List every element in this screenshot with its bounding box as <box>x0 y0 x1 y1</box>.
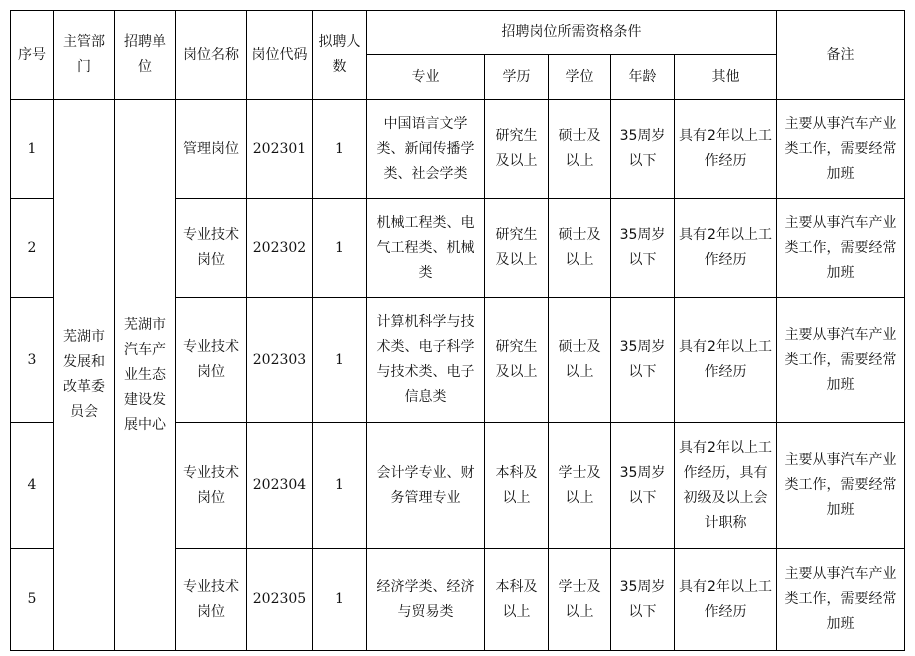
header-index: 序号 <box>11 11 54 100</box>
row-index: 2 <box>11 199 54 298</box>
post-name-cell: 管理岗位 <box>176 100 247 199</box>
remark-cell: 主要从事汽车产业类工作，需要经常加班 <box>777 549 905 651</box>
department-cell: 芜湖市发展和改革委员会 <box>54 100 115 651</box>
major-cell: 会计学专业、财务管理专业 <box>367 423 485 549</box>
other-cell: 具有2年以上工作经历 <box>675 298 777 423</box>
education-cell: 研究生及以上 <box>485 100 549 199</box>
other-cell: 具有2年以上工作经历 <box>675 549 777 651</box>
unit-cell: 芜湖市汽车产业生态建设发展中心 <box>115 100 176 651</box>
post-code-cell: 202303 <box>247 298 313 423</box>
header-major: 专业 <box>367 55 485 100</box>
row-index: 3 <box>11 298 54 423</box>
header-remark: 备注 <box>777 11 905 100</box>
remark-cell: 主要从事汽车产业类工作，需要经常加班 <box>777 100 905 199</box>
post-name-cell: 专业技术岗位 <box>176 423 247 549</box>
post-name-cell: 专业技术岗位 <box>176 549 247 651</box>
row-index: 4 <box>11 423 54 549</box>
degree-cell: 硕士及以上 <box>549 199 611 298</box>
major-cell: 中国语言文学类、新闻传播学类、社会学类 <box>367 100 485 199</box>
header-degree: 学位 <box>549 55 611 100</box>
recruitment-table <box>10 10 905 651</box>
header-department: 主管部门 <box>54 11 115 100</box>
count-cell: 1 <box>313 199 367 298</box>
post-name-cell: 专业技术岗位 <box>176 298 247 423</box>
header-post-code: 岗位代码 <box>247 11 313 100</box>
post-code-cell: 202305 <box>247 549 313 651</box>
header-unit: 招聘单位 <box>115 11 176 100</box>
education-cell: 本科及以上 <box>485 423 549 549</box>
header-age: 年龄 <box>611 55 675 100</box>
header-post-name: 岗位名称 <box>176 11 247 100</box>
degree-cell: 硕士及以上 <box>549 100 611 199</box>
other-cell: 具有2年以上工作经历 <box>675 199 777 298</box>
count-cell: 1 <box>313 549 367 651</box>
other-cell: 具有2年以上工作经历，具有初级及以上会计职称 <box>675 423 777 549</box>
major-cell: 计算机科学与技术类、电子科学与技术类、电子信息类 <box>367 298 485 423</box>
degree-cell: 学士及以上 <box>549 549 611 651</box>
degree-cell: 学士及以上 <box>549 423 611 549</box>
header-count: 拟聘人数 <box>313 11 367 100</box>
education-cell: 研究生及以上 <box>485 298 549 423</box>
other-cell: 具有2年以上工作经历 <box>675 100 777 199</box>
header-education: 学历 <box>485 55 549 100</box>
post-code-cell: 202304 <box>247 423 313 549</box>
header-row-1 <box>11 11 905 55</box>
age-cell: 35周岁以下 <box>611 423 675 549</box>
remark-cell: 主要从事汽车产业类工作，需要经常加班 <box>777 298 905 423</box>
degree-cell: 硕士及以上 <box>549 298 611 423</box>
row-index: 1 <box>11 100 54 199</box>
count-cell: 1 <box>313 298 367 423</box>
post-code-cell: 202301 <box>247 100 313 199</box>
education-cell: 本科及以上 <box>485 549 549 651</box>
table-row <box>11 100 905 199</box>
post-name-cell: 专业技术岗位 <box>176 199 247 298</box>
count-cell: 1 <box>313 423 367 549</box>
major-cell: 经济学类、经济与贸易类 <box>367 549 485 651</box>
header-qualifications: 招聘岗位所需资格条件 <box>367 11 777 55</box>
post-code-cell: 202302 <box>247 199 313 298</box>
age-cell: 35周岁以下 <box>611 199 675 298</box>
remark-cell: 主要从事汽车产业类工作，需要经常加班 <box>777 199 905 298</box>
age-cell: 35周岁以下 <box>611 100 675 199</box>
header-other: 其他 <box>675 55 777 100</box>
major-cell: 机械工程类、电气工程类、机械类 <box>367 199 485 298</box>
count-cell: 1 <box>313 100 367 199</box>
age-cell: 35周岁以下 <box>611 298 675 423</box>
education-cell: 研究生及以上 <box>485 199 549 298</box>
age-cell: 35周岁以下 <box>611 549 675 651</box>
remark-cell: 主要从事汽车产业类工作，需要经常加班 <box>777 423 905 549</box>
row-index: 5 <box>11 549 54 651</box>
